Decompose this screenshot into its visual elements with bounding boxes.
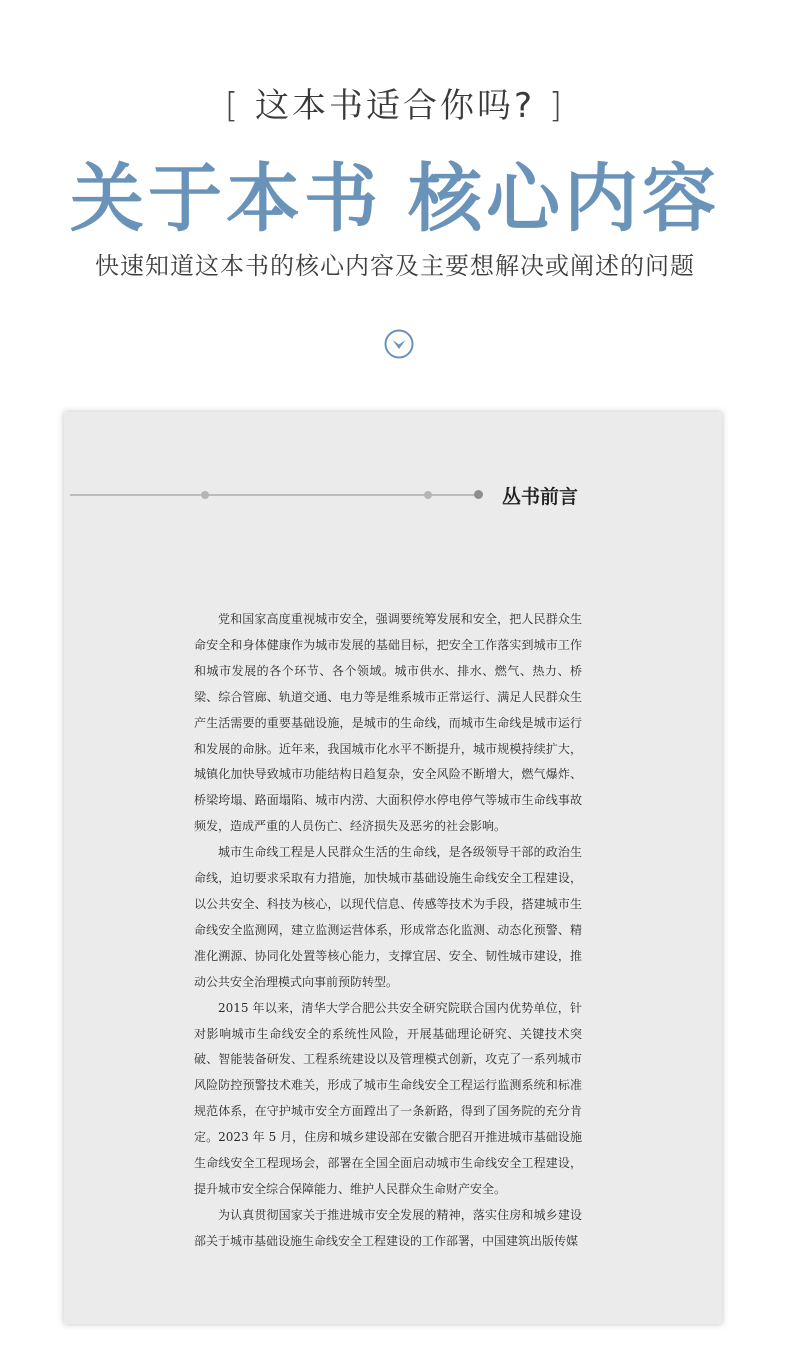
rule-dot-end xyxy=(474,490,483,499)
body-text xyxy=(194,607,582,1255)
section-title: 丛书前言 xyxy=(502,486,579,508)
rule-dot xyxy=(201,491,209,499)
main-title xyxy=(0,140,790,246)
left-bracket: [ xyxy=(224,86,242,126)
header-question xyxy=(0,78,790,127)
subtitle: 快速知道这本书的核心内容及主要想解决或阐述的问题 xyxy=(95,252,695,280)
paragraph: 党和国家高度重视城市安全，强调要统筹发展和安全，把人民群众生命安全和身体健康作为城市发展的基础目标，把安全工作落实到城市工作和城市发展的各个环节、各个领域。城市供水、排水、燃气、热力、桥梁、综合管廊、轨道交通、电力等是维系城市正常运行、满足人民群众生产生活需要的重要基础设施，是城市的生命线，而城市生命线是城市运行和发展的命脉。近年来，我国城市化水平不断提升，城市规模持续扩大，城镇化加快导致城市功能结构日趋复杂，安全风险不断增大，燃气爆炸、桥梁垮塌、路面塌陷、城市内涝、大面积停水停电停气等城市生命线事故频发，造成严重的人员伤亡、经济损失及恶劣的社会影响。 xyxy=(194,612,582,834)
right-bracket: ] xyxy=(548,86,566,126)
book-page xyxy=(64,412,722,1324)
rule-dot xyxy=(424,491,432,499)
chevron-down-circle-icon[interactable] xyxy=(384,329,414,359)
decorative-rule xyxy=(70,494,480,496)
paragraph: 为认真贯彻国家关于推进城市安全发展的精神，落实住房和城乡建设部关于城市基础设施生命线安全工程建设的工作部署，中国建筑出版传媒 xyxy=(194,1207,582,1248)
main-title-part1: 关于本书 xyxy=(70,156,382,242)
paragraph: 城市生命线工程是人民群众生活的生命线，是各级领导干部的政治生命线，迫切要求采取有力措施，加快城市基础设施生命线安全工程建设，以公共安全、科技为核心，以现代信息、传感等技术为手段，搭建城市生命线安全监测网，建立监测运营体系，形成常态化监测、动态化预警、精准化溯源、协同化处置等核心能力，支撑宜居、安全、韧性城市建设，推动公共安全治理模式向事前预防转型。 xyxy=(194,845,582,989)
paragraph: 2015 年以来，清华大学合肥公共安全研究院联合国内优势单位，针对影响城市生命线安全的系统性风险，开展基础理论研究、关键技术突破、智能装备研发、工程系统建设以及管理模式创新，攻克了一系列城市风险防控预警技术难关，形成了城市生命线安全工程运行监测系统和标准规范体系，在守护城市安全方面蹚出了一条新路，得到了国务院的充分肯定。2023 年 5 月，住房和城乡建设部在安徽合肥召开推进城市基础设施生命线安全工程现场会，部署在全国全面启动城市生命线安全工程建设，提升城市安全综合保障能力、维护人民群众生命财产安全。 xyxy=(194,1000,582,1196)
main-title-part2: 核心内容 xyxy=(408,156,720,242)
question-text: 这本书适合你吗? xyxy=(254,86,536,126)
